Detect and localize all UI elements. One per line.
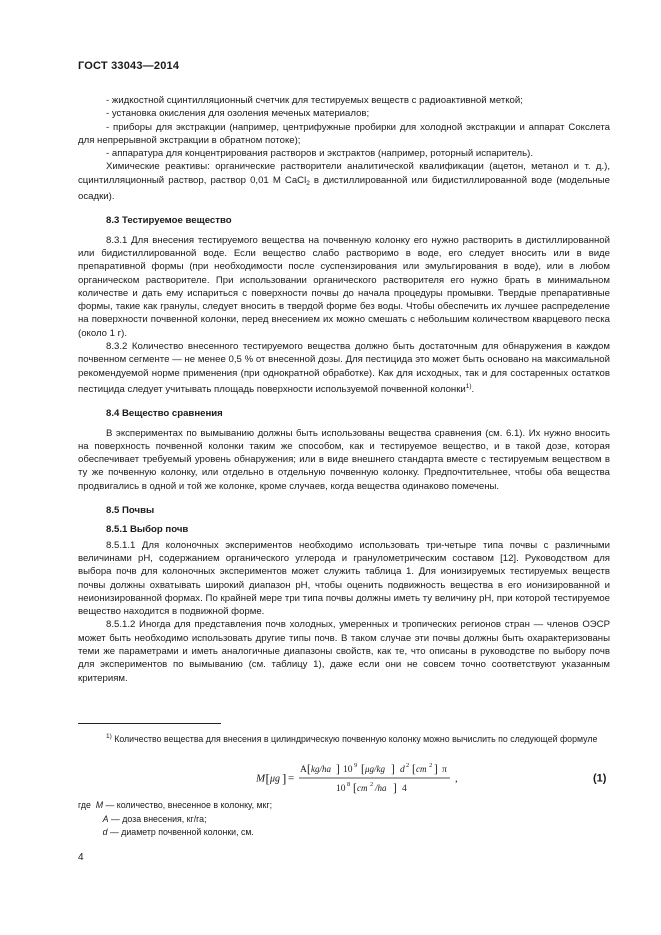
formula-equals: =: [288, 772, 295, 785]
formula-den-pow-exp: 8: [347, 781, 351, 788]
footnote-body: Количество вещества для внесения в цилиндрическую почвенную колонку можно вычислить по следующей формуле: [111, 734, 598, 744]
list-item: - установка окисления для озоления меченых материалов;: [106, 108, 370, 120]
section-heading-8-4: 8.4 Вещество сравнения: [106, 408, 223, 420]
formula-lhs-unit: μg: [270, 773, 281, 785]
footnote-separator: [78, 723, 221, 724]
legend-var: M: [95, 800, 104, 810]
reagents-text-start: Химические реактивы: органические растворители аналитической квалификации (ацетон, метанол и т. д.), сцинтилляционный раствор, раствор 0,01 М CaCl: [78, 161, 610, 186]
formula-num-d-unit: cm: [416, 764, 427, 774]
reagents-subscript: 2: [306, 179, 310, 187]
formula-num-d-exp: 2: [406, 762, 410, 769]
formula-num-a: A: [300, 765, 307, 775]
paragraph-8-5-1-1: 8.5.1.1 Для колоночных экспериментов необходимо использовать три-четыре типа почвы с различными величинами pH, содержанием органического углерода и гранулометрическим составом [12]. Руководством для выбора почв для колоночных экспериментов может служить таблица 1. Для ионизируемых тестируемых веществ почвы должны охватывать широкий диапазон pH, чтобы оценить подвижность вещества в его ионизированной и неионизированной формах. По крайней мере три типа почвы должны иметь ту величину pH, при которой тестируемое вещество находится в подвижной форме.: [78, 539, 610, 618]
subsection-heading-8-5-1: 8.5.1 Выбор почв: [106, 524, 189, 536]
formula-num-d: d: [400, 765, 405, 775]
formula-num-a-open: [: [307, 763, 311, 776]
footnote-mark: 1): [106, 733, 112, 740]
footnote-text: [78, 731, 610, 745]
legend-text: — количество, внесенное в колонку, мкг;: [103, 800, 273, 810]
paragraph-8-3-1: 8.3.1 Для внесения тестируемого вещества на почвенную колонку его нужно растворить в дистиллированной или бидистиллированной воде. Если вещество слабо растворимо в воде, его следует вносить или в виде препаративной формы (при необходимости после суспензирования или эмульгирования в воде), или в любом органическом растворителе. При использовании органического растворителя его нужно брать в минимальном количестве и дать ему испариться с поверхности почвы до начала процедуры промывки. Твердые препаративные формы, такие как гранулы, следует вносить в твердой форме без воды. Чтобы обеспечить их лучшее распределение на поверхности почвенной колонки, перед внесением их можно смешать с небольшим количеством кварцевого песка (около 1 г).: [78, 234, 610, 339]
legend-text: — диаметр почвенной колонки, см.: [107, 827, 254, 837]
formula-legend: [78, 799, 610, 840]
main-content: [78, 94, 610, 685]
legend-label: где: [78, 800, 91, 810]
formula-num-pi: π: [442, 765, 447, 775]
footnote: [78, 731, 610, 745]
formula-num-pow-exp: 9: [354, 762, 358, 769]
formula-lhs-open-bracket: [: [265, 770, 270, 786]
formula-num-d-unit-open: [: [412, 763, 416, 776]
legend-text: — доза внесения, кг/га;: [108, 813, 207, 824]
formula-den-unit-tail: /ha: [375, 783, 387, 793]
formula-num-conv-close: ]: [391, 763, 395, 776]
formula-den-pow-base: 10: [336, 784, 346, 794]
reagents-paragraph: [78, 160, 610, 203]
legend-row: [78, 826, 610, 840]
paragraph-8-5-1-2: 8.5.1.2 Иногда для представления почв холодных, умеренных и тропических регионов стран — членов ОЭСР может быть необходимо использовать другие типы почв. В таком случае эти почвы должны быть охарактеризованы теми же параметрами и иметь аналогичные диапазоны свойств, как те, что описаны в руководстве по выбору почв для экспериментов по вымыванию (см. таблицу 1), даже если они не совсем точно соответствуют указанным критериям.: [78, 619, 610, 684]
formula-num-d-unit-close: ]: [434, 763, 438, 776]
footnote-reference[interactable]: 1): [465, 382, 472, 390]
list-item: - приборы для экстракции (например, центрифужные пробирки для холодной экстракции и аппарат Сокслета для непрерывной экстракции в обратном потоке);: [78, 121, 610, 146]
legend-row: [78, 799, 610, 813]
legend-var: d: [102, 827, 108, 837]
paragraph-8-3-2-text: 8.3.2 Количество внесенного тестируемого вещества должно быть достаточным для обнаружения в каждом почвенном сегменте — не менее 0,5 % от внесенной дозы. Для пестицида это может быть основано на максимальной рекомендуемой норме применения (при однократной обработке). Как для исходных, так и для состаренных остатков пестицида следует учитывать площадь поверхности используемой почвенной колонки: [78, 341, 610, 395]
section-heading-8-5: 8.5 Почвы: [106, 505, 155, 517]
paragraph-8-3-2: [78, 340, 610, 396]
paragraph-8-3-2-end: .: [471, 383, 475, 395]
formula-den-unit: cm: [357, 783, 368, 793]
paragraph-8-4: В экспериментах по вымыванию должны быть использованы вещества сравнения (см. 6.1). Их нужно вносить на поверхность почвенной колонки таким же способом, как и тестируемое вещество, и в такой дозе, которая обеспечивает требуемый уровень обнаружения; или в виде внешнего стандарта вместе с тестируемым веществом в ту же почвенную колонку, или отдельно в отдельную почвенную колонку. Предпочтительнее, чтобы оба вещества продвигались в одной и той же колонке, кроме случаев, когда вещества одинаково помечены.: [78, 427, 610, 492]
formula: [78, 758, 610, 798]
formula-num-conv-unit: μg/kg: [365, 764, 386, 774]
formula-lhs-var: M: [256, 772, 266, 785]
formula-den-unit-open: [: [353, 782, 357, 795]
formula-num-d-unit-exp: 2: [429, 762, 433, 769]
reagents-text-end: в дистиллированной или бидистиллированной воде (модельные осадки).: [78, 174, 610, 203]
formula-num-pow-base: 10: [343, 765, 353, 775]
formula-num-conv-open: [: [361, 763, 365, 776]
formula-den-four: 4: [402, 784, 407, 794]
legend-row: [78, 813, 610, 827]
legend-var: A: [102, 813, 109, 824]
list-item: - аппаратура для концентрирования растворов и экстрактов (например, роторный испаритель).: [106, 148, 534, 160]
formula-num-a-close: ]: [336, 763, 340, 776]
formula-lhs-close-bracket: ]: [282, 770, 287, 786]
document-code: ГОСТ 33043—2014: [78, 60, 180, 72]
page-number: 4: [78, 852, 84, 863]
section-heading-8-3: 8.3 Тестируемое вещество: [106, 215, 232, 227]
formula-num-a-unit: kg/ha: [311, 764, 331, 774]
formula-den-unit-close: ]: [393, 782, 397, 795]
formula-number: (1): [593, 772, 607, 785]
list-item: - жидкостной сцинтилляционный счетчик для тестируемых веществ с радиоактивной меткой;: [106, 95, 523, 106]
formula-den-unit-exp: 2: [370, 781, 374, 788]
formula-trailing-comma: ,: [455, 772, 458, 785]
